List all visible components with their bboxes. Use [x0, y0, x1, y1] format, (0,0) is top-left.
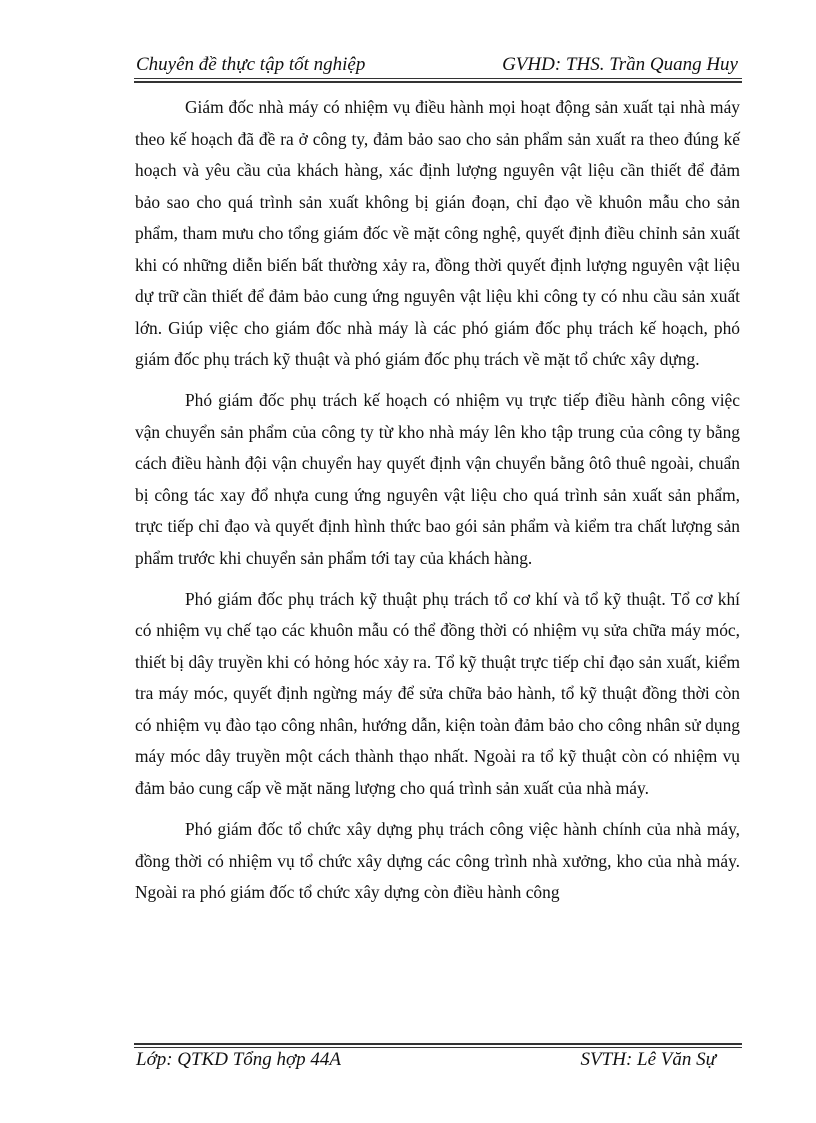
page-footer: [136, 1049, 740, 1075]
page-header: [136, 52, 740, 78]
header-divider: [134, 78, 742, 83]
document-body: [135, 92, 740, 918]
header-thesis-title: Chuyên đề thực tập tốt nghiệp: [136, 54, 366, 75]
paragraph-planning-deputy: Phó giám đốc phụ trách kế hoạch có nhiệm vụ trực tiếp điều hành công việc vận chuyển sản phẩm của công ty từ kho nhà máy lên kho tập trung của công ty bằng cách điều hành đội vận chuyển hay quyết định vận chuyển bằng ôtô thuê ngoài, chuẩn bị công tác xay đổ nhựa cung ứng nguyên vật liệu cho quá trình sản xuất sản phẩm, trực tiếp chỉ đạo và quyết định hình thức bao gói sản phẩm và kiểm tra chất lượng sản phẩm trước khi chuyển sản phẩm tới tay của khách hàng.: [135, 390, 740, 568]
paragraph-technical-deputy: Phó giám đốc phụ trách kỹ thuật phụ trách tổ cơ khí và tổ kỹ thuật. Tổ cơ khí có nhiệm vụ chế tạo các khuôn mẫu có thể đồng thời có nhiệm vụ sửa chữa máy móc, thiết bị dây truyền khi có hỏng hóc xảy ra. Tổ kỹ thuật trực tiếp chỉ đạo sản xuất, kiểm tra máy móc, quyết định ngừng máy để sửa chữa bảo hành, tổ kỹ thuật đồng thời còn có nhiệm vụ đào tạo công nhân, hướng dẫn, kiện toàn đảm bảo cho công nhân sử dụng máy móc dây truyền một cách thành thạo nhất. Ngoài ra tổ kỹ thuật còn có nhiệm vụ đảm bảo cung cấp về mặt năng lượng cho quá trình sản xuất của nhà máy.: [135, 588, 740, 798]
footer-divider: [134, 1043, 742, 1048]
footer-student: SVTH: Lê Văn Sự: [580, 1049, 716, 1070]
header-advisor: GVHD: THS. Trần Quang Huy: [502, 54, 738, 75]
paragraph-construction-deputy: Phó giám đốc tổ chức xây dựng phụ trách công việc hành chính của nhà máy, đồng thời có nhiệm vụ tổ chức xây dựng các công trình nhà xưởng, kho của nhà máy. Ngoài ra phó giám đốc tổ chức xây dựng còn điều hành công: [135, 819, 740, 903]
paragraph-director-duties: Giám đốc nhà máy có nhiệm vụ điều hành mọi hoạt động sản xuất tại nhà máy theo kế hoạch đã đề ra ở công ty, đảm bảo sao cho sản phẩm sản xuất ra theo đúng kế hoạch và yêu cầu của khách hàng, xác định lượng nguyên vật liệu cần thiết để đảm bảo sao cho quá trình sản xuất không bị gián đoạn, chỉ đạo về khuôn mẫu cho sản phẩm, tham mưu cho tổng giám đốc về mặt công nghệ, quyết định điều chỉnh sản xuất khi có những diễn biến bất thường xảy ra, đồng thời quyết định lượng nguyên vật liệu dự trữ cần thiết để đảm bảo cung ứng nguyên vật liệu khi công ty có nhu cầu sản xuất lớn. Giúp việc cho giám đốc nhà máy là các phó giám đốc phụ trách kế hoạch, phó giám đốc phụ trách kỹ thuật và phó giám đốc phụ trách về mặt tổ chức xây dựng.: [135, 97, 740, 369]
footer-class: Lớp: QTKD Tổng hợp 44A: [136, 1049, 342, 1070]
